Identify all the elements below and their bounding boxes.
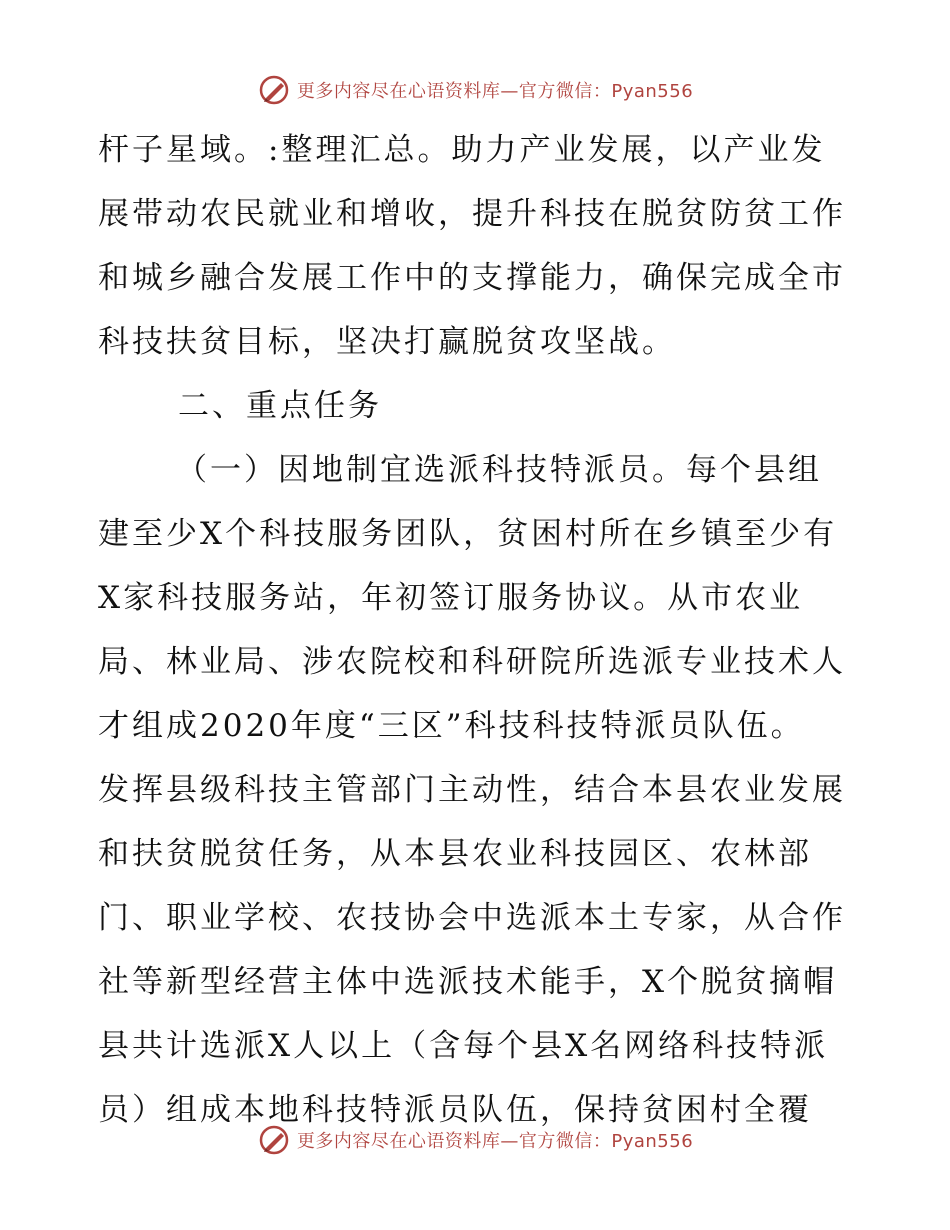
paragraph-line: （一）因地制宜选派科技特派员。每个县组 [176,452,822,488]
paragraph-line: 发挥县级科技主管部门主动性，结合本县农业发展 [98,772,846,808]
section-heading: 二、重点任务 [178,388,382,424]
paragraph-line: 县共计选派X人以上（含每个县X名网络科技特派 [98,1028,829,1064]
paragraph-line: 局、林业局、涉农院校和科研院所选派专业技术人 [98,644,846,680]
pen-logo-icon [257,73,291,107]
header-watermark [0,70,950,110]
paragraph-line: X家科技服务站，年初签订服务协议。从市农业 [98,580,804,616]
paragraph-line: 门、职业学校、农技协会中选派本土专家，从合作 [98,900,846,936]
paragraph-line: 展带动农民就业和增收，提升科技在脱贫防贫工作 [98,196,846,232]
paragraph-line: 和扶贫脱贫任务，从本县农业科技园区、农林部 [98,836,812,872]
paragraph-line: 员）组成本地科技特派员队伍，保持贫困村全覆 [98,1092,812,1128]
footer-watermark-text: 更多内容尽在心语资料库—官方微信：Pyan556 [296,1131,694,1152]
pen-logo-icon [257,1123,291,1157]
paragraph-line: 才组成2020年度“三区”科技科技特派员队伍。 [98,708,805,744]
paragraph-line: 科技扶贫目标，坚决打赢脱贫攻坚战。 [98,324,676,360]
paragraph-line: 和城乡融合发展工作中的支撑能力，确保完成全市 [98,260,846,296]
footer-watermark [0,1120,950,1160]
document-body [98,118,858,1142]
paragraph-line: 建至少X个科技服务团队，贫困村所在乡镇至少有 [98,516,838,552]
paragraph-line: 杆子星域。:整理汇总。助力产业发展，以产业发 [98,132,826,168]
paragraph-line: 社等新型经营主体中选派技术能手，X个脱贫摘帽 [98,964,838,1000]
header-watermark-text: 更多内容尽在心语资料库—官方微信：Pyan556 [296,81,694,102]
